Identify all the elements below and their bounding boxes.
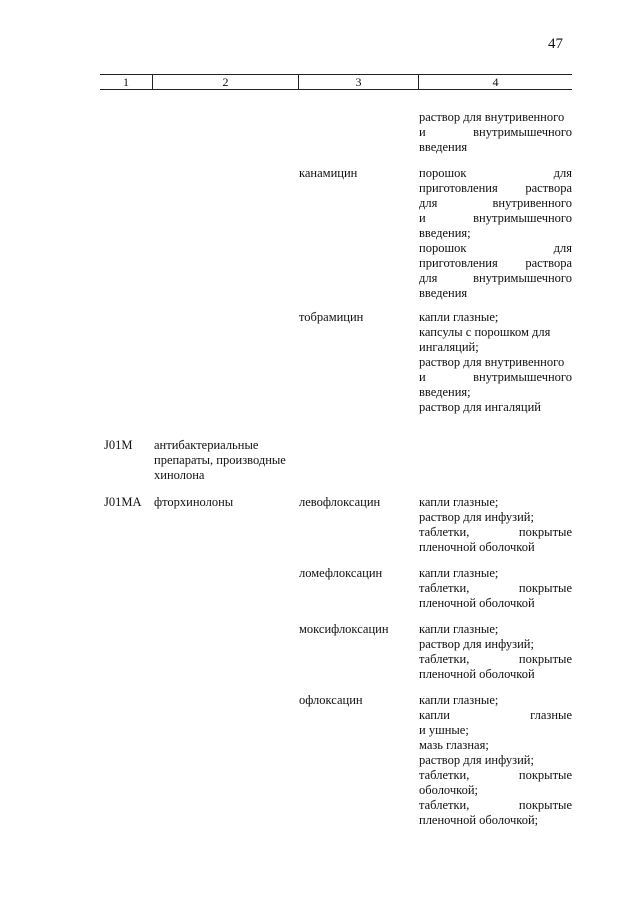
dosage-form-word: таблетки, (419, 768, 470, 782)
dosage-form-word: порошок (419, 166, 467, 180)
dosage-form-word: внутримышечного (473, 370, 572, 384)
dosage-form-line: капли глазные; (419, 622, 499, 636)
dosage-form-word: и (419, 125, 426, 139)
group-description-line: антибактериальные (154, 438, 259, 452)
dosage-form-line: пленочной оболочкой; (419, 813, 539, 827)
header-col-2: 2 (152, 75, 298, 89)
table-header (100, 74, 572, 90)
dosage-form-word: покрытые (518, 652, 572, 666)
dosage-form-word: покрытые (518, 768, 572, 782)
dosage-form-word: раствора (525, 256, 572, 270)
dosage-form-line (419, 370, 572, 385)
dosage-form-word: таблетки, (419, 581, 470, 595)
dosage-form-line (419, 166, 572, 181)
forms-levofloxacin (419, 495, 572, 555)
dosage-form-word: и (419, 211, 426, 225)
forms-ofloxacin (419, 693, 572, 828)
group-j01m (154, 438, 299, 483)
page-number: 47 (548, 36, 563, 52)
dosage-form-line: мазь глазная; (419, 738, 489, 752)
atc-code-j01ma: J01MA (104, 495, 142, 509)
dosage-form-line: раствор для инфузий; (419, 637, 534, 651)
dosage-form-line (419, 581, 572, 596)
atc-code-j01m: J01M (104, 438, 133, 452)
dosage-form-word: покрытые (518, 798, 572, 812)
dosage-form-line: капли глазные; (419, 495, 499, 509)
dosage-form-line: введения; (419, 385, 471, 399)
dosage-form-line: раствор для внутривенного (419, 355, 565, 369)
dosage-form-word: покрытые (518, 525, 572, 539)
dosage-form-word: таблетки, (419, 798, 470, 812)
dosage-form-line: капли глазные; (419, 310, 499, 324)
forms-lomefloxacin (419, 566, 572, 611)
forms-continued (419, 110, 572, 155)
dosage-form-line (419, 125, 572, 140)
dosage-form-word: приготовления (419, 256, 498, 270)
dosage-form-line: оболочкой; (419, 783, 478, 797)
dosage-form-line: раствор для инфузий; (419, 753, 534, 767)
dosage-form-word: порошок (419, 241, 467, 255)
dosage-form-line (419, 241, 572, 256)
group-j01ma (154, 495, 299, 510)
forms-tobramycin (419, 310, 572, 415)
dosage-form-line (419, 798, 572, 813)
dosage-form-line (419, 256, 572, 271)
forms-moxifloxacin (419, 622, 572, 682)
dosage-form-word: таблетки, (419, 652, 470, 666)
dosage-form-line (419, 271, 572, 286)
header-col-1: 1 (123, 75, 129, 89)
dosage-form-line: введения (419, 286, 468, 300)
dosage-form-line: пленочной оболочкой (419, 596, 535, 610)
dosage-form-line: раствор для внутривенного (419, 110, 565, 124)
dosage-form-word: внутримышечного (473, 211, 572, 225)
dosage-form-word: внутримышечного (473, 125, 572, 139)
drug-name-lomefloxacin: ломефлоксацин (299, 566, 383, 580)
drug-name-moxifloxacin: моксифлоксацин (299, 622, 389, 636)
dosage-form-word: капли (419, 708, 450, 722)
dosage-form-line (419, 181, 572, 196)
dosage-form-word: внутривенного (492, 196, 572, 210)
dosage-form-line (419, 525, 572, 540)
dosage-form-word: для (553, 166, 572, 180)
forms-kanamycin (419, 166, 572, 301)
dosage-form-line (419, 708, 572, 723)
drug-name-kanamycin: канамицин (299, 166, 358, 180)
group-description-line: препараты, производные (154, 453, 286, 467)
drug-name-levofloxacin: левофлоксацин (299, 495, 381, 509)
dosage-form-word: раствора (525, 181, 572, 195)
dosage-form-word: для (419, 271, 438, 285)
dosage-form-word: для (553, 241, 572, 255)
dosage-form-word: таблетки, (419, 525, 470, 539)
dosage-form-line: капли глазные; (419, 566, 499, 580)
dosage-form-line: введения; (419, 226, 471, 240)
dosage-form-word: глазные (530, 708, 572, 722)
dosage-form-line: капли глазные; (419, 693, 499, 707)
header-col-3: 3 (298, 75, 418, 89)
dosage-form-word: внутримышечного (473, 271, 572, 285)
drug-name-tobramycin: тобрамицин (299, 310, 364, 324)
dosage-form-line: ингаляций; (419, 340, 479, 354)
dosage-form-line: раствор для инфузий; (419, 510, 534, 524)
dosage-form-word: приготовления (419, 181, 498, 195)
dosage-form-line: раствор для ингаляций (419, 400, 541, 414)
group-description-line: фторхинолоны (154, 495, 234, 509)
drug-name-ofloxacin: офлоксацин (299, 693, 363, 707)
header-col-4: 4 (418, 75, 572, 89)
dosage-form-line: и ушные; (419, 723, 469, 737)
dosage-form-line: капсулы с порошком для (419, 325, 551, 339)
dosage-form-word: для (419, 196, 438, 210)
dosage-form-line: введения (419, 140, 468, 154)
dosage-form-word: и (419, 370, 426, 384)
dosage-form-line (419, 211, 572, 226)
dosage-form-word: покрытые (518, 581, 572, 595)
dosage-form-line (419, 652, 572, 667)
dosage-form-line (419, 768, 572, 783)
group-description-line: хинолона (154, 468, 205, 482)
dosage-form-line: пленочной оболочкой (419, 540, 535, 554)
dosage-form-line (419, 196, 572, 211)
dosage-form-line: пленочной оболочкой (419, 667, 535, 681)
